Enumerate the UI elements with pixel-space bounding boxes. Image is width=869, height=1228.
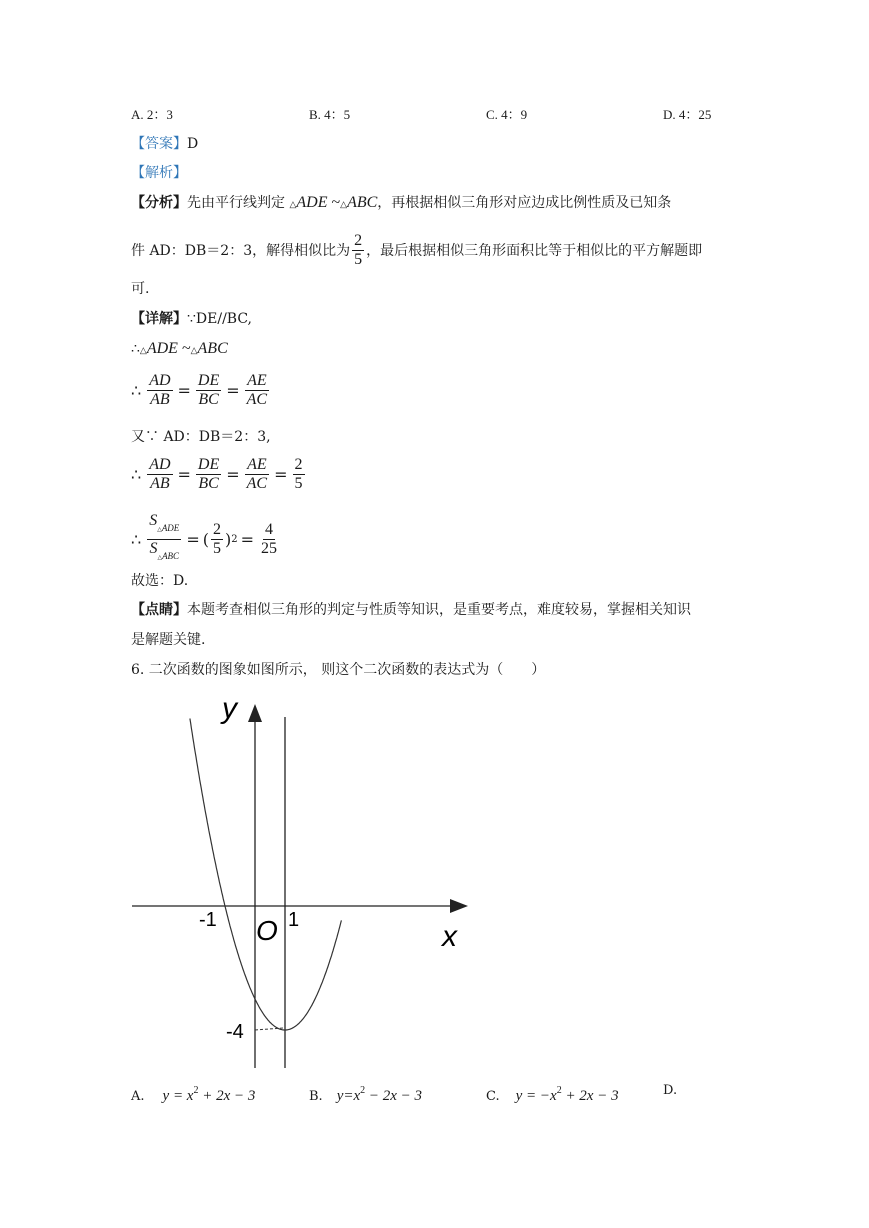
parabola-curve [190, 719, 342, 1031]
therefore-symbol-3: ∴ [131, 465, 142, 484]
similar-statement: ∴△ADE ~△ABC [131, 340, 228, 357]
option-c: C. 4：9 [486, 107, 528, 122]
tick-label-neg-four: -4 [226, 1021, 244, 1043]
frac2-two: 2 [294, 456, 303, 473]
frac2-de: DE [197, 456, 220, 473]
fenxi-text-3: 件 AD：DB＝2：3，解得相似比为 [131, 242, 351, 259]
analysis-tag: 【解析】 [131, 165, 187, 181]
frac-bc: BC [198, 391, 219, 408]
frac2-ad: AD [149, 456, 171, 473]
tick-label-one: 1 [288, 909, 300, 931]
q6-stem: 6. 二次函数的图象如图所示， 则这个二次函数的表达式为（ ） [131, 662, 546, 678]
frac-ae: AE [247, 372, 267, 389]
therefore-symbol-4: ∴ [131, 530, 142, 549]
fenxi-text-2: ，再根据相似三角形对应边成比例性质及已知条 [377, 195, 672, 211]
area-square: 2 [231, 534, 238, 545]
q6-option-c-post: + 2x − 3 [561, 1088, 619, 1104]
xiangjie-given: ∵DE//BC, [187, 311, 252, 327]
answer-value: D [187, 136, 199, 152]
x-axis-label: x [442, 920, 457, 953]
q6-option-d-label: D. [663, 1083, 678, 1098]
xiangjie-line [131, 309, 252, 329]
q6-option-c-sq: 2 [556, 1085, 562, 1096]
ratio-num: 2 [354, 232, 363, 249]
fenxi-sim: ~ [331, 194, 341, 211]
fenxi-line-1: 【分析】先由平行线判定 △ADE ~△ABC，再根据相似三角形对应边成比例性质及已知条 [131, 194, 672, 211]
area-five: 5 [212, 540, 221, 557]
q6-option-a-post: + 2x − 3 [198, 1088, 256, 1104]
q6-option-a-sq: 2 [193, 1085, 199, 1096]
q6-option-b-sq: 2 [360, 1085, 366, 1096]
frac-ad: AD [149, 372, 171, 389]
dianjing-tag: 【点睛】 [131, 602, 187, 618]
fenxi-tri2: ABC [347, 194, 378, 211]
dianjing-text-2: 是解题关键. [131, 632, 206, 648]
fenxi-text-4: ，最后根据相似三角形面积比等于相似比的平方解题即 [366, 242, 703, 259]
dianjing-text-1: 本题考查相似三角形的判定与性质等知识，是重要考点，难度较易，掌握相关知识 [187, 602, 691, 618]
area-s-1: S [149, 512, 158, 529]
dianjing-line-1 [131, 600, 691, 620]
q6-option-a-label: A. [131, 1089, 145, 1104]
option-a: A. 2：3 [131, 107, 173, 122]
q6-option-c-label: C. [486, 1089, 500, 1104]
x-axis-arrow [450, 899, 468, 913]
frac2-ac: AC [246, 475, 268, 492]
y-axis-arrow [248, 704, 262, 722]
ratio-equation-1: ∴ $\frac{AD}{AB}$ = $\frac{DE}{BC}$ = $\frac{AE}{AC}$ [131, 372, 268, 408]
area-sub-ade: ADE [161, 523, 180, 533]
y-axis-label: y [222, 692, 237, 725]
answer-line [131, 134, 198, 154]
q6-option-b-post: − 2x − 3 [365, 1088, 423, 1104]
frac2-five: 5 [294, 475, 303, 492]
area-twentyfive: 25 [261, 540, 277, 557]
parabola-graph [120, 690, 480, 1075]
area-s-2: S [149, 540, 158, 557]
fenxi-text-1: 先由平行线判定 [187, 195, 285, 211]
option-b: B. 4：5 [309, 107, 351, 122]
sim-symbol: ~ [181, 340, 191, 357]
area-four: 4 [265, 521, 273, 538]
answer-tag: 【答案】 [131, 136, 187, 152]
fenxi-text-5: 可. [131, 281, 150, 297]
q6-option-a [131, 1082, 255, 1106]
frac2-bc: BC [198, 475, 219, 492]
q6-option-c [486, 1082, 619, 1106]
area-two: 2 [212, 521, 221, 538]
q6-option-b [309, 1082, 422, 1106]
therefore-symbol-2: ∴ [131, 381, 142, 400]
option-d: D. 4：25 [663, 107, 712, 122]
xiangjie-tag: 【详解】 [131, 311, 187, 327]
q6-option-d [663, 1082, 677, 1100]
ratio-den: 5 [354, 251, 363, 268]
q6-option-b-label: B. [309, 1089, 323, 1104]
q6-option-a-pre: y = x [162, 1088, 194, 1104]
frac2-ae: AE [247, 456, 267, 473]
therefore-symbol-1: ∴ [131, 341, 140, 357]
origin-label: O [256, 915, 278, 946]
frac-ac: AC [246, 391, 268, 408]
sim-tri2: ABC [197, 340, 228, 357]
ratio-equation-2: ∴ $\frac{AD}{AB}$ = $\frac{DE}{BC}$ = $\frac{AE}{AC}$ = $\frac{2}{5}$ [131, 456, 303, 492]
conclusion: 故选：D. [131, 573, 189, 589]
fenxi-tag: 【分析】 [131, 195, 187, 211]
fenxi-line-2 [131, 232, 702, 269]
frac2-ab: AB [150, 475, 170, 492]
frac-ab: AB [150, 391, 170, 408]
sim-tri1: ADE [146, 340, 178, 357]
q6-option-b-pre: y=x [336, 1088, 361, 1104]
q6-option-c-pre: y = −x [515, 1088, 557, 1104]
area-equation: ∴ $\frac{S_{\triangle ADE}}{S_{\triangle ABC}}$ = ( $\frac{2}{5}$ ) 2 = $\frac{4}{25}$ [131, 512, 277, 561]
step2-prefix: 又∵ AD：DB＝2：3, [131, 429, 271, 445]
fenxi-tri1: ADE [296, 194, 328, 211]
tick-label-neg-one: -1 [199, 909, 217, 931]
frac-de: DE [197, 372, 220, 389]
area-sub-abc: ABC [162, 551, 180, 561]
